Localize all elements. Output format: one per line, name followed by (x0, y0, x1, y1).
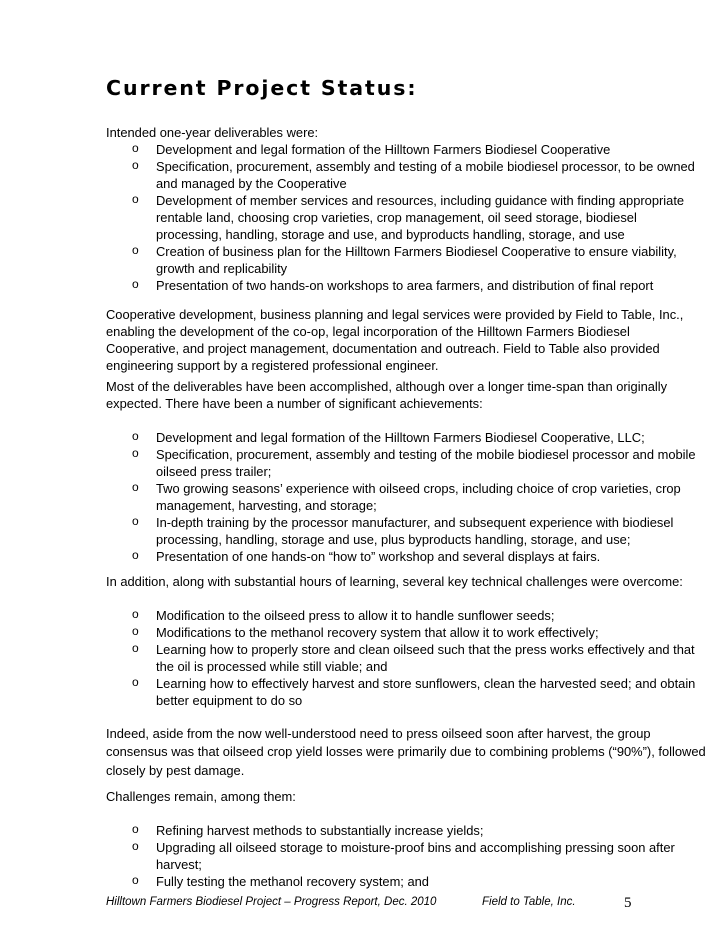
consensus-paragraph-block (106, 725, 706, 780)
list-item: o Specification, procurement, assembly and testing of a mobile biodiesel processor, to be owned and managed by the Cooperative (106, 158, 706, 192)
footer-organization: Field to Table, Inc. (482, 896, 576, 908)
list-item: o Specification, procurement, assembly and testing of the mobile biodiesel processor and mobile oilseed press trailer; (106, 446, 706, 480)
achievements-list (106, 429, 706, 565)
list-item: o In-depth training by the processor manufacturer, and subsequent experience with biodiesel processing, handling, storage and use, plus byproducts handling, storage, and use; (106, 514, 706, 548)
challenges-remaining-intro: Challenges remain, among them: (106, 789, 296, 804)
challenges-remaining-block (106, 788, 706, 890)
section-heading: Current Project Status: (106, 76, 418, 100)
list-item: o Two growing seasons’ experience with oilseed crops, including choice of crop varieties, crop management, harvesting, and storage; (106, 480, 706, 514)
intro-text: Intended one-year deliverables were: (106, 125, 319, 140)
services-paragraph: Cooperative development, business planning and legal services were provided by Field to Table, Inc., enabling the development of the co-op, legal incorporation of the Hilltown Farmers Biodiesel Cooperative, and project management, documentation and outreach. Field to Table also provided engineering support by a registered professional engineer. (106, 307, 684, 373)
services-paragraph-block (106, 306, 706, 374)
list-item: o Refining harvest methods to substantially increase yields; (106, 822, 706, 839)
list-item: o Fully testing the methanol recovery system; and (106, 873, 706, 890)
footer-title: Hilltown Farmers Biodiesel Project – Progress Report, Dec. 2010 (106, 896, 437, 908)
challenges-overcome-list (106, 607, 706, 709)
list-item: o Presentation of two hands-on workshops to area farmers, and distribution of final report (106, 277, 706, 294)
list-item: o Upgrading all oilseed storage to moisture-proof bins and accomplishing pressing soon after harvest; (106, 839, 706, 873)
list-item: o Learning how to properly store and clean oilseed such that the press works effectively and that the oil is processed while still viable; and (106, 641, 706, 675)
deliverables-list (106, 141, 706, 294)
spacer (106, 590, 706, 607)
deliverables-block (106, 124, 706, 294)
spacer (106, 412, 706, 429)
page-number: 5 (624, 895, 632, 911)
list-item: o Development of member services and resources, including guidance with finding appropriate rentable land, choosing crop varieties, crop management, oil seed storage, biodiesel processing, handling, storage and use, and byproducts handling, storage, and use (106, 192, 706, 243)
challenges-overcome-intro: In addition, along with substantial hours of learning, several key technical challenges were overcome: (106, 574, 683, 589)
list-item: o Creation of business plan for the Hilltown Farmers Biodiesel Cooperative to ensure viability, growth and replicability (106, 243, 706, 277)
list-item: o Development and legal formation of the Hilltown Farmers Biodiesel Cooperative, LLC; (106, 429, 706, 446)
spacer (106, 805, 706, 822)
challenges-remaining-list (106, 822, 706, 890)
list-item: o Modifications to the methanol recovery system that allow it to work effectively; (106, 624, 706, 641)
consensus-paragraph: Indeed, aside from the now well-understood need to press oilseed soon after harvest, the group consensus was that oilseed crop yield losses were primarily due to combining problems (“90%”), followed closely by pest damage. (106, 726, 706, 778)
list-item: o Presentation of one hands-on “how to” workshop and several displays at fairs. (106, 548, 706, 565)
challenges-overcome-block (106, 573, 706, 709)
list-item: o Development and legal formation of the Hilltown Farmers Biodiesel Cooperative (106, 141, 706, 158)
achievements-block (106, 378, 706, 565)
list-item: o Modification to the oilseed press to allow it to handle sunflower seeds; (106, 607, 706, 624)
list-item: o Learning how to effectively harvest and store sunflowers, clean the harvested seed; and obtain better equipment to do so (106, 675, 706, 709)
achievements-intro: Most of the deliverables have been accomplished, although over a longer time-span than originally expected. There have been a number of significant achievements: (106, 379, 668, 411)
